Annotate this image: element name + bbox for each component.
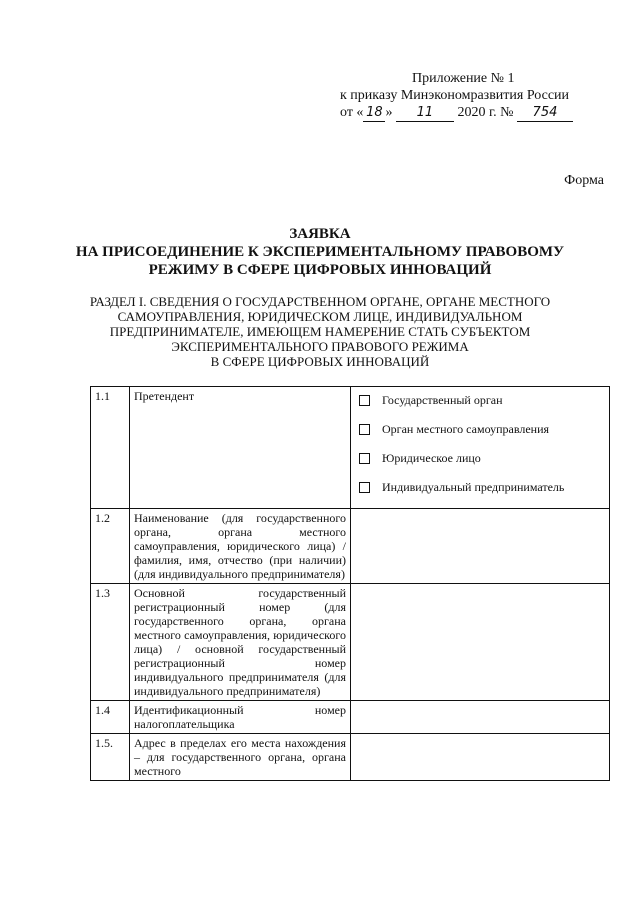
option-label: Государственный орган [382, 393, 503, 407]
checkbox-local-government[interactable] [359, 424, 370, 435]
option-label: Индивидуальный предприниматель [382, 480, 565, 494]
appendix-order: к приказу Минэкономразвития России [340, 88, 570, 103]
form-label: Форма [564, 173, 604, 188]
row-label: Претендент [130, 387, 351, 509]
date-month: 11 [396, 104, 454, 122]
checkbox-entrepreneur[interactable] [359, 482, 370, 493]
table-row [91, 387, 610, 509]
date-prefix: от « [340, 105, 364, 120]
title-line-1: ЗАЯВКА [289, 226, 351, 242]
table-row [91, 734, 610, 781]
option-entrepreneur[interactable] [359, 480, 605, 494]
row-number: 1.3 [91, 584, 130, 701]
table-row [91, 584, 610, 701]
section-line-5: В СФЕРЕ ЦИФРОВЫХ ИННОВАЦИЙ [210, 354, 430, 369]
title-line-2: НА ПРИСОЕДИНЕНИЕ К ЭКСПЕРИМЕНТАЛЬНОМУ ПРАВОВОМУ [75, 244, 565, 260]
appendix-title: Приложение № 1 [412, 71, 515, 86]
checkbox-legal-entity[interactable] [359, 453, 370, 464]
option-label: Юридическое лицо [382, 451, 481, 465]
table-row [91, 701, 610, 734]
section-heading [0, 294, 640, 369]
row-label: Наименование (для государственного органа, органа местного самоуправления, юридического лица) / фамилия, имя, отчество (при наличии) (для индивидуального предпринимателя) [130, 509, 351, 584]
table-row [91, 509, 610, 584]
address-value-cell[interactable] [351, 734, 610, 781]
option-legal-entity[interactable] [359, 451, 605, 465]
row-label: Адрес в пределах его места нахождения – для государственного органа, органа местного [130, 734, 351, 781]
title-line-3: РЕЖИМУ В СФЕРЕ ЦИФРОВЫХ ИННОВАЦИЙ [148, 262, 492, 278]
row-number: 1.5. [91, 734, 130, 781]
section-line-3: ПРЕДПРИНИМАТЕЛЕ, ИМЕЮЩЕМ НАМЕРЕНИЕ СТАТЬ СУБЪЕКТОМ [109, 324, 531, 339]
date-day: 18 [363, 104, 385, 122]
checkbox-state-body[interactable] [359, 395, 370, 406]
date-day-suffix: » [385, 105, 393, 120]
section-line-4: ЭКСПЕРИМЕНТАЛЬНОГО ПРАВОВОГО РЕЖИМА [171, 339, 469, 354]
section-line-2: САМОУПРАВЛЕНИЯ, ЮРИДИЧЕСКОМ ЛИЦЕ, ИНДИВИДУАЛЬНОМ [117, 309, 523, 324]
option-state-body[interactable] [359, 393, 605, 407]
section-line-1: РАЗДЕЛ I. СВЕДЕНИЯ О ГОСУДАРСТВЕННОМ ОРГАНЕ, ОРГАНЕ МЕСТНОГО [89, 294, 551, 309]
row-number: 1.2 [91, 509, 130, 584]
ogrn-value-cell[interactable] [351, 584, 610, 701]
row-label: Основной государственный регистрационный номер (для государственного органа, органа местного самоуправления, юридического лица) / основной государственный регистрационный номер индивидуального предпринимателя (для индивидуального предпринимателя) [130, 584, 351, 701]
order-number: 754 [517, 104, 573, 122]
option-label: Орган местного самоуправления [382, 422, 550, 436]
name-value-cell[interactable] [351, 509, 610, 584]
row-number: 1.1 [91, 387, 130, 509]
appendix-date-line [340, 104, 600, 122]
option-local-government[interactable] [359, 422, 605, 436]
document-title [0, 225, 640, 279]
application-form-table [90, 386, 610, 781]
applicant-options [351, 387, 610, 509]
row-number: 1.4 [91, 701, 130, 734]
row-label: Идентификационный номер налогоплательщика [130, 701, 351, 734]
inn-value-cell[interactable] [351, 701, 610, 734]
date-year: 2020 г. № [457, 105, 514, 120]
appendix-header [340, 70, 600, 122]
